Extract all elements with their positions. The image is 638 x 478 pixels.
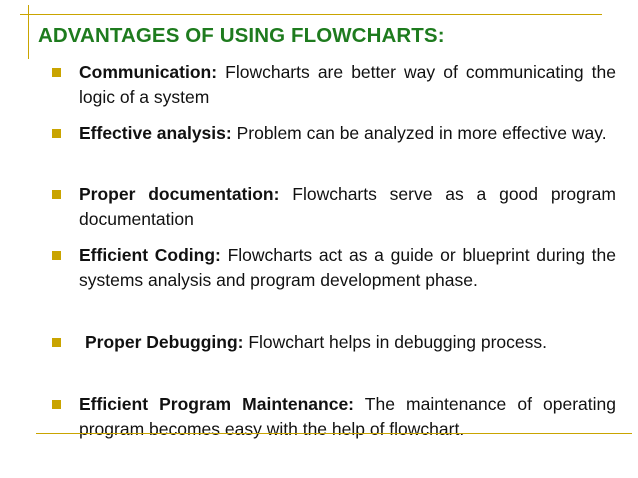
bullet-label: Communication: [79, 62, 218, 82]
bullet-label: Efficient Program Maintenance: [79, 394, 355, 414]
square-bullet-icon [52, 400, 61, 409]
square-bullet-icon [52, 251, 61, 260]
square-bullet-icon [52, 190, 61, 199]
bullet-item-proper-debugging [52, 330, 616, 355]
slide-title: ADVANTAGES OF USING FLOWCHARTS: [38, 24, 445, 47]
square-bullet-icon [52, 338, 61, 347]
bullet-item-efficient-coding [52, 243, 616, 292]
square-bullet-icon [52, 129, 61, 138]
bullet-item-effective-analysis [52, 121, 616, 146]
left-rule-line [28, 5, 29, 59]
bullet-text [79, 330, 616, 355]
bullet-body: Flowcharts are better way of communicating the logic of a system [79, 62, 616, 107]
bottom-rule-line [36, 433, 632, 434]
bullet-label: Effective analysis: [79, 123, 232, 143]
bullet-item-communication [52, 60, 616, 109]
bullet-body: Flowcharts act as a guide or blueprint during the systems analysis and program development phase. [79, 245, 616, 290]
bullet-text [79, 182, 616, 231]
bullet-label: Proper Debugging: [85, 332, 244, 352]
bullet-text [79, 243, 616, 292]
bullet-label: Efficient Coding: [79, 245, 221, 265]
bullet-body: The maintenance of operating program becomes easy with the help of flowchart. [79, 394, 616, 439]
bullet-label: Proper documentation: [79, 184, 280, 204]
bullet-body: Flowchart helps in debugging process. [248, 332, 547, 352]
bullet-text [79, 121, 616, 146]
square-bullet-icon [52, 68, 61, 77]
bullet-body: Problem can be analyzed in more effective way. [236, 123, 607, 143]
bullet-body: Flowcharts serve as a good program documentation [79, 184, 616, 229]
bullet-item-proper-documentation [52, 182, 616, 231]
top-rule-line [20, 14, 602, 15]
bullet-text [79, 60, 616, 109]
